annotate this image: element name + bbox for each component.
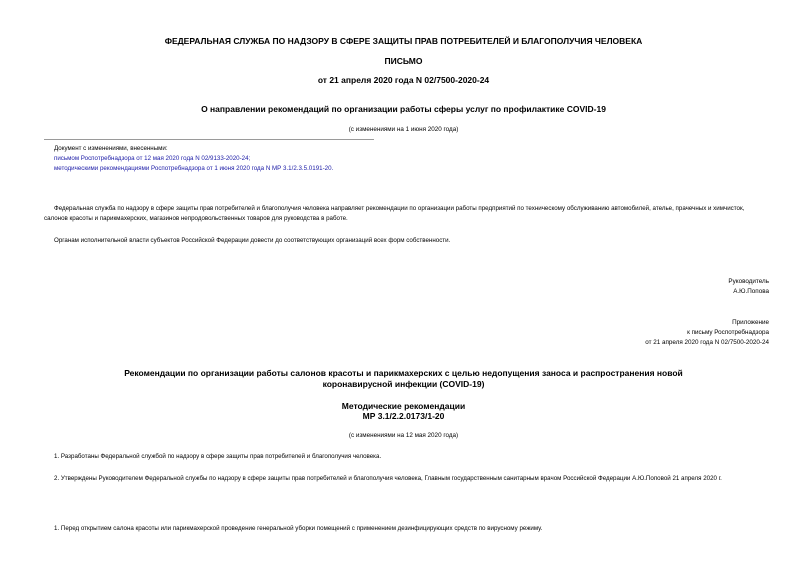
recommendations-changes-note: (с изменениями на 12 мая 2020 года) [348, 432, 459, 439]
item-1: 1. Разработаны Федеральной службой по надзору в сфере защиты прав потребителей и благополучия человека. [54, 453, 382, 460]
changes-intro: Документ с изменениями, внесенными: [54, 145, 168, 152]
body-paragraph-1: Федеральная служба по надзору в сфере защиты прав потребителей и благополучия человека направляет рекомендации по организации работы предприятий по техническому обслуживанию автомобилей, ателье, прачечных и химчисток, салонов красоты и парикмахерских, магазинов непродовольственных товаров для руководства в работе. [44, 205, 745, 222]
document-date-number: от 21 апреля 2020 года N 02/7500-2020-24 [317, 75, 490, 85]
signature-block [728, 277, 769, 297]
change-link-letter[interactable]: письмом Роспотребнадзора от 12 мая 2020 года N 02/9133-2020-24; [54, 155, 251, 162]
appendix-ref-2: от 21 апреля 2020 года N 02/7500-2020-24 [645, 339, 769, 346]
item-2: 2. Утверждены Руководителем Федеральной службы по надзору в сфере защиты прав потребителей и благополучия человека, Главным государственным санитарным врачом Российской Федерации А.Ю.Поповой 21 апреля 2020 г. [54, 475, 722, 482]
document-title: О направлении рекомендаций по организации работы сферы услуг по профилактике COVID-19 [201, 104, 606, 114]
signature-name: А.Ю.Попова [733, 288, 769, 295]
recommendations-code: МР 3.1/2.2.0173/1-20 [362, 411, 445, 421]
appendix-label: Приложение [732, 319, 769, 326]
body-paragraph-2: Органам исполнительной власти субъектов Российской Федерации довести до соответствующих организаций всех форм собственности. [54, 237, 451, 244]
changes-note: (с изменениями на 1 июня 2020 года) [348, 126, 459, 133]
recommendations-subtitle: Методические рекомендации [341, 401, 466, 411]
item-3: 1. Перед открытием салона красоты или парикмахерской проведение генеральной уборки помещений с применением дезинфицирующих средств по вирусному режиму. [54, 525, 543, 532]
change-link-guidelines[interactable]: методическими рекомендациями Роспотребнадзора от 1 июня 2020 года N МР 3.1/2.3.5.0191-20. [54, 165, 334, 172]
signature-role: Руководитель [728, 278, 769, 285]
document-type: ПИСЬМО [384, 56, 423, 66]
appendix-block [645, 318, 769, 348]
recommendations-title: Рекомендации по организации работы салонов красоты и парикмахерских с целью недопущения заноса и распространения новой коронавирусной инфекции (COVID-19) [124, 368, 683, 389]
changes-box [44, 139, 374, 174]
appendix-ref-1: к письму Роспотребнадзора [687, 329, 769, 336]
agency-name: ФЕДЕРАЛЬНАЯ СЛУЖБА ПО НАДЗОРУ В СФЕРЕ ЗАЩИТЫ ПРАВ ПОТРЕБИТЕЛЕЙ И БЛАГОПОЛУЧИЯ ЧЕЛОВЕКА [164, 36, 643, 46]
